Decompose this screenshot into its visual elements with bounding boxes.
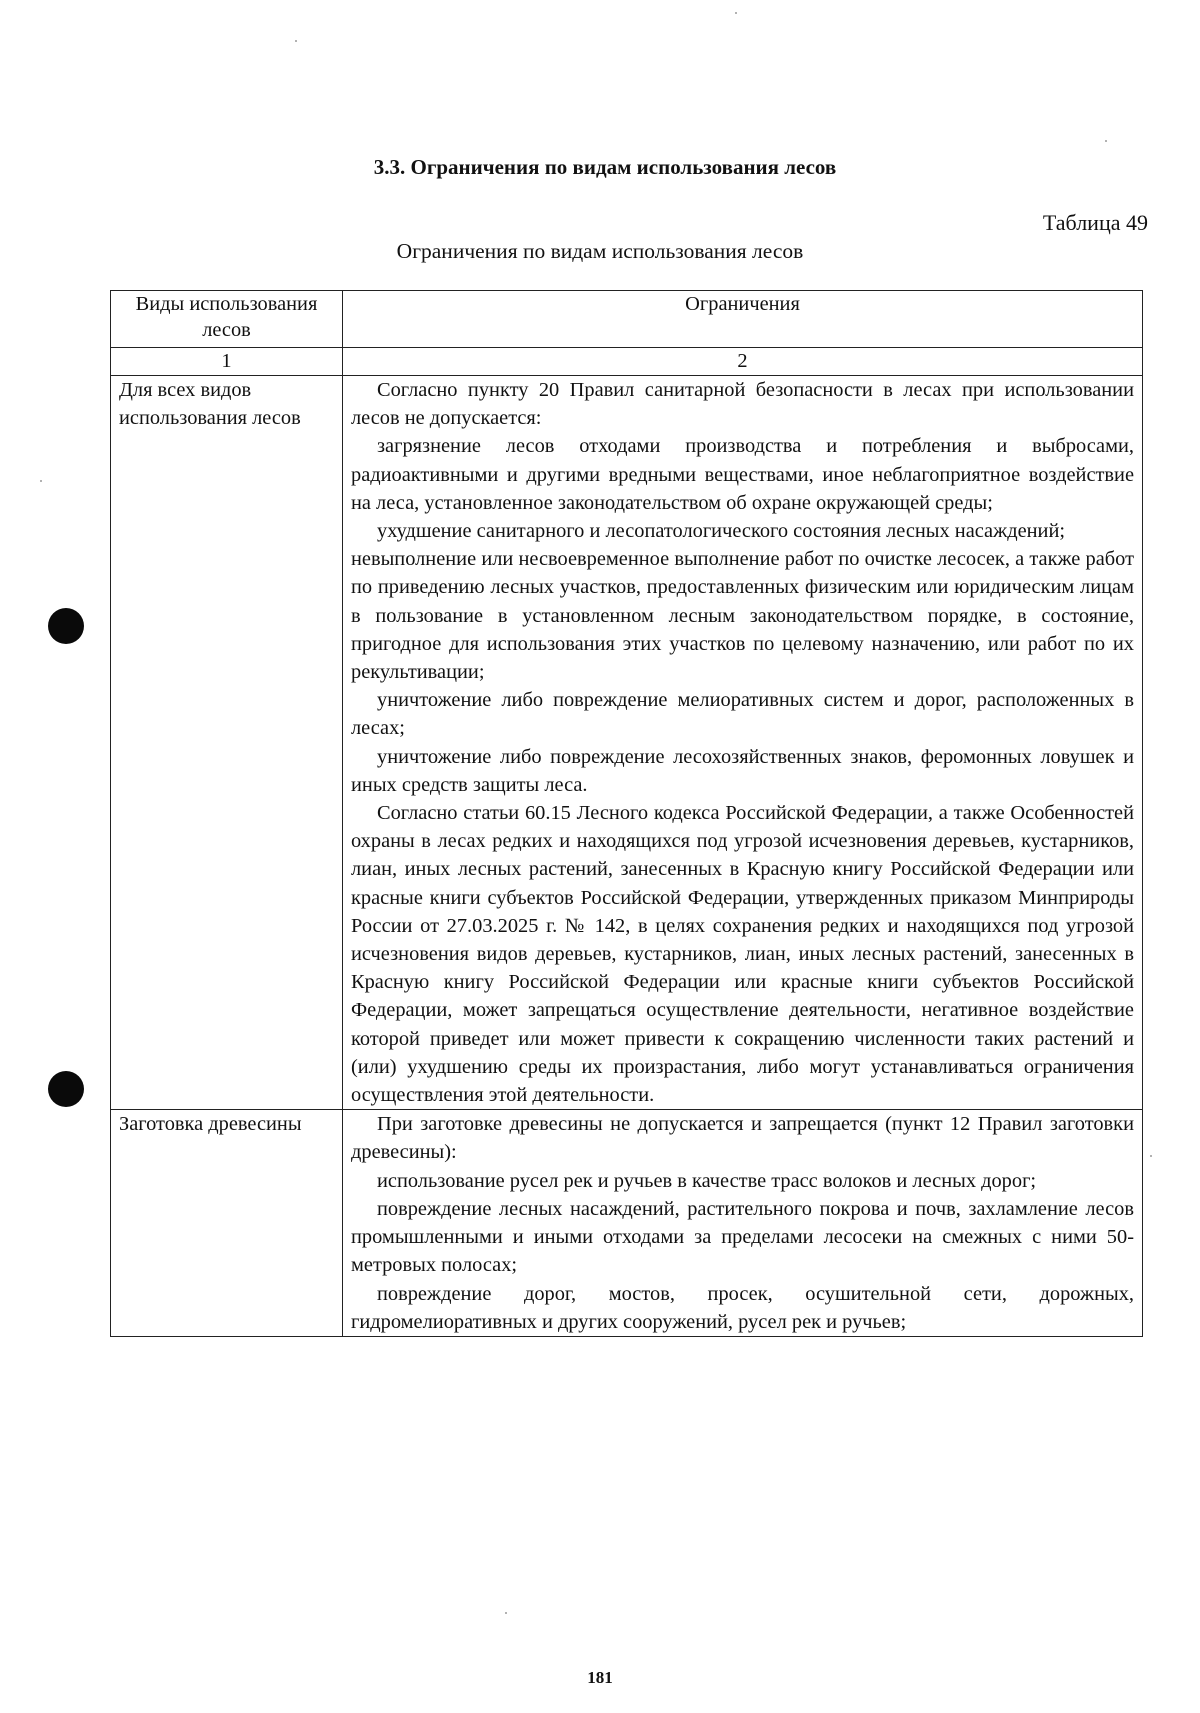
column-number-row	[111, 348, 1143, 376]
restriction-paragraph: повреждение лесных насаждений, растительного покрова и почв, захламление лесов промышленными и иными отходами за пределами лесосеки на смежных с ними 50-метровых полосах;	[351, 1197, 1134, 1277]
table-row	[111, 1110, 1143, 1337]
table-header-row	[111, 291, 1143, 348]
restriction-paragraph: уничтожение либо повреждение лесохозяйственных знаков, феромонных ловушек и иных средств защиты леса.	[351, 745, 1134, 796]
punch-hole-bottom	[48, 1071, 84, 1107]
restriction-paragraph: Согласно пункту 20 Правил санитарной безопасности в лесах при использовании лесов не допускается:	[351, 379, 1134, 430]
section-title: 3.3. Ограничения по видам использования лесов	[373, 155, 837, 179]
usage-type-cell: Заготовка древесины	[111, 1110, 343, 1337]
scan-speck	[735, 12, 737, 14]
restrictions-cell	[343, 1110, 1143, 1337]
restriction-paragraph: использование русел рек и ручьев в качестве трасс волоков и лесных дорог;	[377, 1169, 1037, 1192]
header-restrictions: Ограничения	[343, 291, 1143, 348]
restrictions-table	[110, 290, 1143, 1337]
punch-hole-top	[48, 608, 84, 644]
page-number: 181	[587, 1668, 613, 1687]
table-caption: Ограничения по видам использования лесов	[396, 239, 804, 263]
usage-type-cell: Для всех видов использования лесов	[111, 376, 343, 1110]
scan-speck	[40, 480, 42, 482]
restriction-paragraph: ухудшение санитарного и лесопатологического состояния лесных насаждений;	[377, 520, 1066, 543]
column-number: 2	[343, 348, 1143, 376]
restriction-paragraph: уничтожение либо повреждение мелиоративных систем и дорог, расположенных в лесах;	[351, 689, 1134, 740]
table-row	[111, 376, 1143, 1110]
restriction-paragraph: невыполнение или несвоевременное выполнение работ по очистке лесосек, а также работ по приведению лесных участков, предоставленных физическим или юридическим лицам в пользование в установленном лесным законодательством порядке, в состояние, пригодное для использования этих участков по целевому назначению, или работ по их рекультивации;	[351, 548, 1134, 684]
scan-speck	[1150, 1155, 1152, 1157]
scan-speck	[505, 1612, 507, 1614]
column-number: 1	[111, 348, 343, 376]
table-number: Таблица 49	[1042, 210, 1148, 235]
restriction-paragraph: Согласно статьи 60.15 Лесного кодекса Российской Федерации, а также Особенностей охраны в лесах редких и находящихся под угрозой исчезновения деревьев, кустарников, лиан, иных лесных растений, занесенных в Красную книгу Российской Федерации или красные книги субъектов Российской Федерации, утвержденных приказом Минприроды России от 27.03.2025 г. № 142, в целях сохранения редких и находящихся под угрозой исчезновения видов деревьев, кустарников, лиан, иных лесных растений, занесенных в Красную книгу Российской Федерации или красные книги субъектов Российской Федерации, может запрещаться осуществление деятельности, негативное воздействие которой приведет или может привести к сокращению численности таких растений и (или) ухудшению среды их произрастания, либо могут устанавливаться ограничения осуществления этой деятельности.	[351, 802, 1134, 1107]
scan-speck	[1105, 140, 1107, 142]
restriction-paragraph: При заготовке древесины не допускается и запрещается (пункт 12 Правил заготовки древесины):	[351, 1113, 1134, 1164]
restrictions-cell	[343, 376, 1143, 1110]
restriction-paragraph: загрязнение лесов отходами производства и потребления и выбросами, радиоактивными и другими вредными веществами, иное неблагоприятное воздействие на леса, установленное законодательством об охране окружающей среды;	[351, 435, 1134, 514]
header-usage-types: Виды использования лесов	[111, 291, 343, 348]
scan-speck	[295, 40, 297, 42]
restriction-paragraph: повреждение дорог, мостов, просек, осушительной сети, дорожных, гидромелиоративных и других сооружений, русел рек и ручьев;	[351, 1282, 1134, 1333]
